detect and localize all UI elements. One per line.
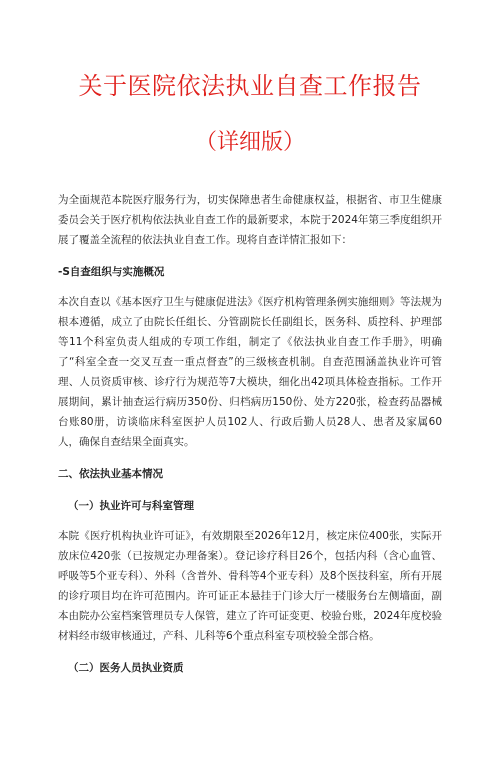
section-heading-basic-status: 二、依法执业基本情况 [58,468,163,480]
document-subtitle: （详细版） [194,130,305,155]
subsection-body-license: 本院《医疗机构执业许可证》，有效期限至2026年12月，核定床位400张，实际开放床位420张（已按规定办理备案）。登记诊疗科目26个，包括内科（含心血管、呼吸等5个亚专科）、外科（含普外、骨科等4个亚专科）及8个医技科室，所有开展的诊疗项目均在许可范围内。许可证正本悬挂于门诊大厅一楼服务台左侧墙面，副本由院办公室档案管理员专人保管，建立了许可证变更、校验台账，2024年度校验材料经市级审核通过，产科、儿科等6个重点科室专项校验全部合格。 [58,530,442,642]
document-page [0,68,500,775]
document-title: 关于医院依法执业自查工作报告 [78,72,422,100]
subsection-heading-qualification: （二）医务人员执业资质 [68,662,184,674]
section-body-organization: 本次自查以《基本医疗卫生与健康促进法》《医疗机构管理条例实施细则》等法规为根本遵循，成立了由院长任组长、分管副院长任副组长，医务科、质控科、护理部等11个科室负责人组成的专项工作组，制定了《依法执业自查工作手册》，明确了“科室全查一交叉互查一重点督查”的三级核查机制。自查范围涵盖执业许可管理、人员资质审核、诊疗行为规范等7大模块，细化出42项具体检查指标。工作开展期间，累计抽查运行病历350份、归档病历150份、处方220张，检查药品器械台账80册，访谈临床科室医护人员102人、行政后勤人员28人、患者及家属60人，确保自查结果全面真实。 [58,296,442,448]
intro-paragraph: 为全面规范本院医疗服务行为，切实保障患者生命健康权益，根据省、市卫生健康委员会关于医疗机构依法执业自查工作的最新要求，本院于2024年第三季度组织开展了覆盖全流程的依法执业自查工作。现将自查详情汇报如下： [58,194,442,246]
subsection-heading-license: （一）执业许可与科室管理 [68,500,194,512]
section-heading-organization: -S自查组织与实施概况 [58,266,165,278]
